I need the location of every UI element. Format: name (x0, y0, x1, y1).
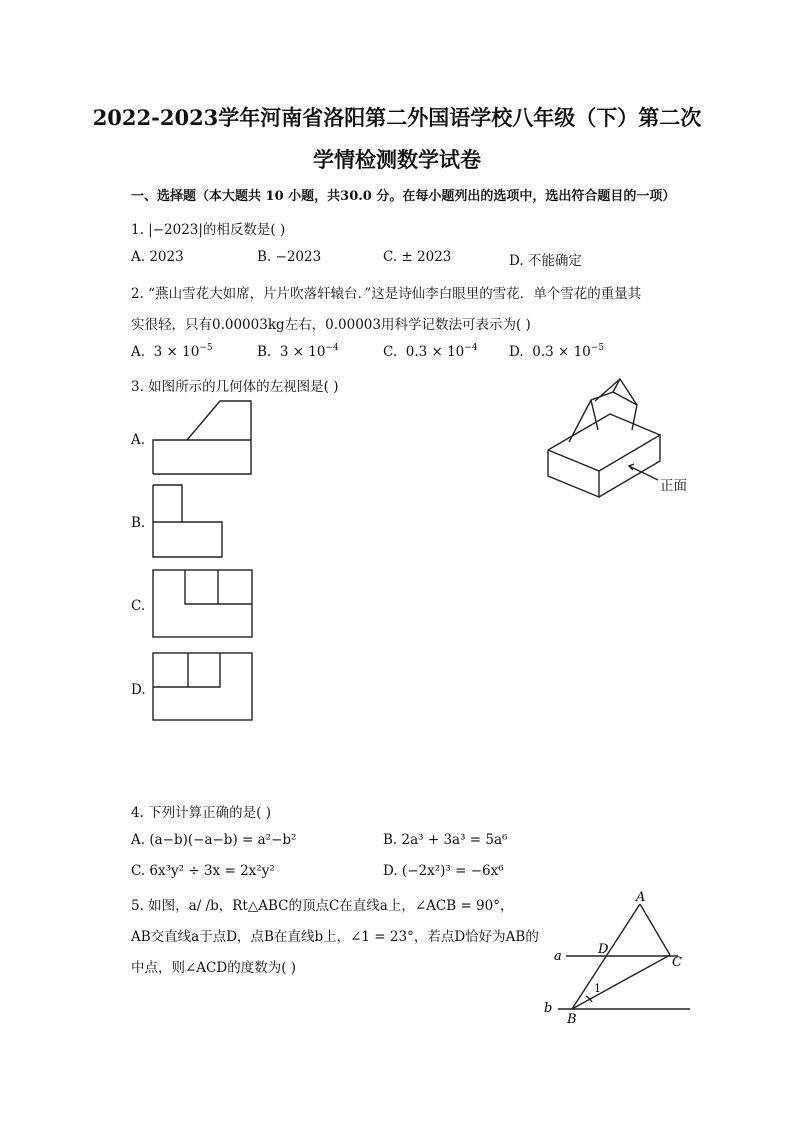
q1-option-c: C. ± 2023 (383, 249, 452, 265)
q2-stem-line1: 2. “燕山雪花大如席，片片吹落轩辕台．”这是诗仙李白眼里的雪花．单个雪花的重量其 (131, 286, 642, 302)
q5-triangle-figure (540, 892, 700, 1032)
q3-option-c-figure (150, 567, 256, 640)
q2-option-d: D. $0.3 \times 10^{-5}$ (509, 343, 605, 360)
q1-option-d: D. 不能确定 (509, 253, 582, 269)
q5-stem-line3: 中点，则∠ACD的度数为( ) (131, 960, 297, 976)
q3-stem: 3. 如图所示的几何体的左视图是( ) (131, 379, 339, 395)
q4-option-c: C. 6x³y² ÷ 3x = 2x²y² (131, 863, 275, 879)
label-line-b: b (544, 1001, 553, 1016)
q3-option-d-label: D. (131, 682, 146, 698)
q3-option-c-label: C. (131, 598, 146, 614)
front-view-label: 正面 (660, 478, 687, 494)
label-point-d: D (598, 942, 609, 957)
exam-title-line1: 2022-2023学年河南省洛阳第二外国语学校八年级（下）第二次 (92, 105, 702, 130)
exam-title-line2: 学情检测数学试卷 (313, 147, 481, 172)
q3-option-b-label: B. (131, 515, 146, 531)
segment-ac (640, 904, 670, 955)
q3-option-b-figure (150, 482, 226, 560)
label-angle-1: 1 (594, 982, 601, 995)
q1-option-a: A. 2023 (131, 249, 184, 265)
q4-option-a: A. (a−b)(−a−b) = a²−b² (131, 832, 297, 848)
q1-stem: 1. |−2023|的相反数是( ) (131, 222, 286, 238)
q2-stem-line2: 实很轻，只有0.00003kg左右，0.00003用科学记数法可表示为( ) (131, 317, 531, 333)
q2-option-c: C. $0.3 \times 10^{-4}$ (383, 343, 478, 360)
q2-option-b: B. $3 \times 10^{-4}$ (257, 343, 339, 360)
label-line-a: a (554, 949, 562, 964)
q3-option-a-label: A. (131, 432, 146, 448)
label-point-b: B (567, 1012, 577, 1027)
q3-option-d-figure (150, 650, 256, 723)
q4-option-b: B. 2a³ + 3a³ = 5a⁶ (383, 832, 508, 848)
q4-option-d: D. (−2x²)³ = −6x⁶ (383, 863, 504, 879)
q5-stem-line2: AB交直线a于点D，点B在直线b上，∠1 = 23°，若点D恰好为AB的 (131, 929, 539, 945)
label-point-a: A (636, 890, 646, 905)
q2-option-a: A. $3 \times 10^{-5}$ (131, 343, 213, 360)
q4-stem: 4. 下列计算正确的是( ) (131, 805, 271, 821)
label-point-c: C (672, 955, 682, 970)
q1-option-b: B. −2023 (257, 249, 322, 265)
q3-option-a-figure (150, 398, 256, 478)
q5-stem-line1: 5. 如图，a/ /b，Rt△ABC的顶点C在直线a上，∠ACB = 90°， (131, 898, 514, 914)
segment-bc (572, 955, 670, 1009)
section-heading: 一、选择题（本大题共 10 小题，共30.0 分。在每小题列出的选项中，选出符合题目的一项） (131, 189, 676, 204)
